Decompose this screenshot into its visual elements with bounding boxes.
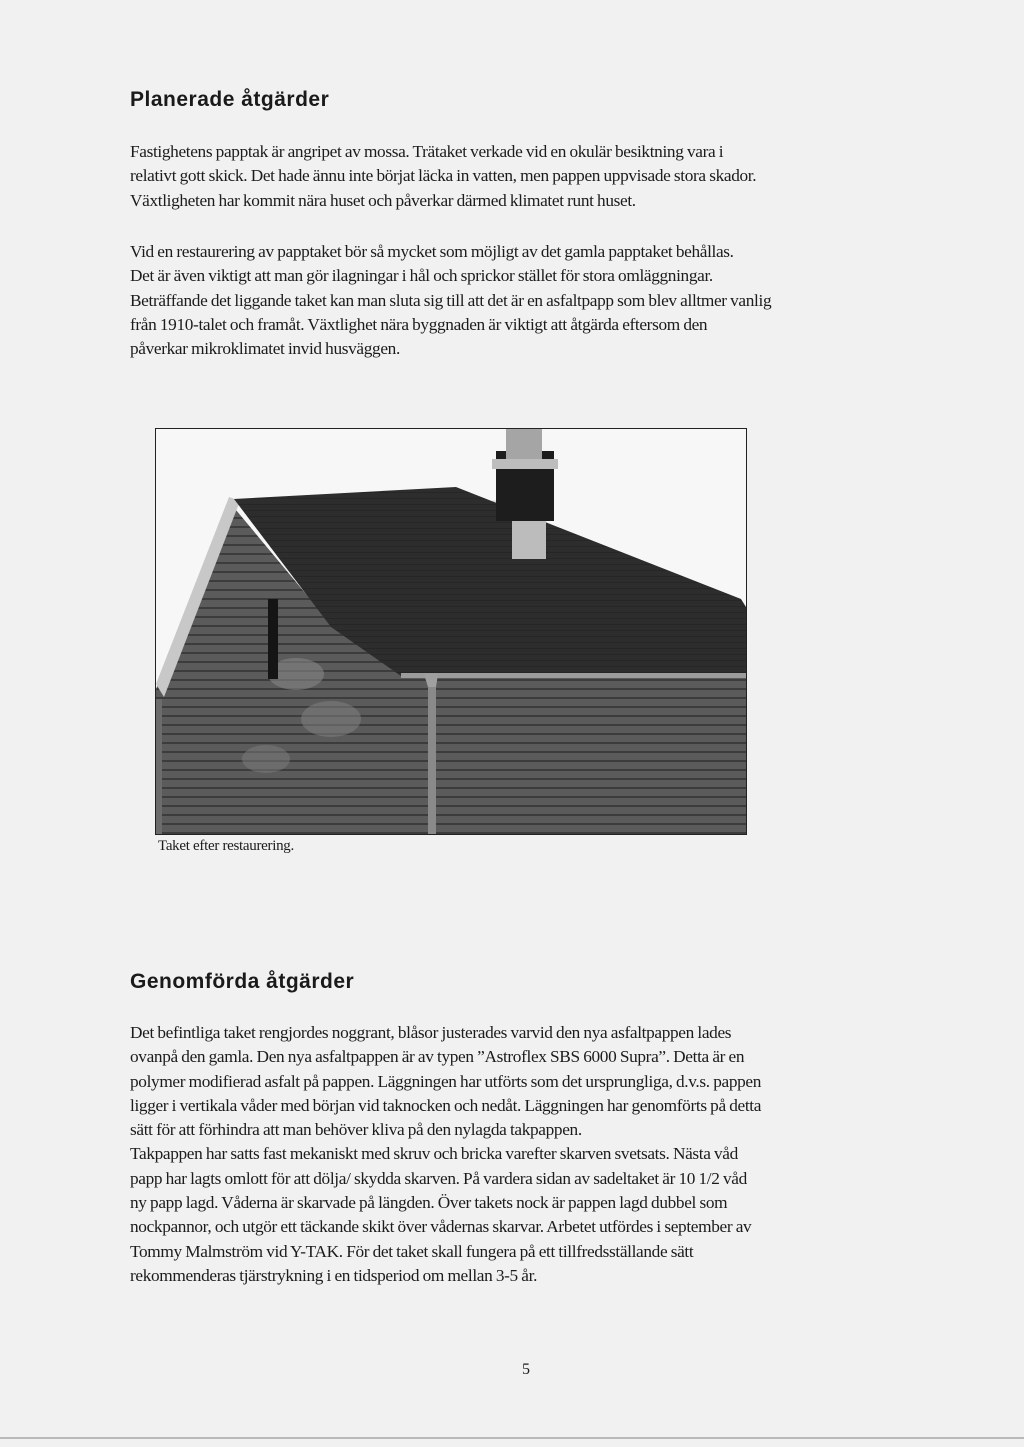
- text-line: Vid en restaurering av papptaket bör så mycket som möjligt av det gamla papptaket behållas.: [130, 242, 734, 261]
- text-line: papp har lagts omlott för att dölja/ skydda skarven. På vardera sidan av sadeltaket är 10 1/2 våd: [130, 1168, 747, 1188]
- section-heading-genomforda: Genomförda åtgärder: [130, 970, 355, 993]
- paragraph-planerade-2: [130, 240, 771, 361]
- wall-right: [401, 659, 746, 834]
- text-line: nockpannor, och utgör ett täckande skikt över vådernas skarvar. Arbetet utfördes i september av: [130, 1217, 752, 1237]
- roof-photo-illustration: [156, 429, 746, 834]
- text-line: Tommy Malmström vid Y-TAK. För det taket skall fungera på ett tillfredsställande sätt: [130, 1241, 694, 1261]
- text-line: Växtligheten har kommit nära huset och påverkar därmed klimatet runt huset.: [130, 190, 636, 210]
- eave: [401, 673, 746, 678]
- section-heading-planerade: Planerade åtgärder: [130, 88, 330, 111]
- text-line: ovanpå den gamla. Den nya asfaltpappen är av typen ”Astroflex SBS 6000 Supra”. Detta är en: [130, 1047, 745, 1067]
- chimney-cap: [492, 459, 558, 469]
- text-line: Takpappen har satts fast mekaniskt med skruv och bricka varefter skarven svetsats. Nästa våd: [130, 1144, 738, 1164]
- roof-photo: [155, 428, 747, 835]
- text-line: Beträffande det liggande taket kan man sluta sig till att det är en asfaltpapp som blev alltmer vanlig: [130, 290, 772, 310]
- text-line: sätt för att förhindra att man behöver kliva på den nylagda takpappen.: [130, 1120, 582, 1140]
- paragraph-genomforda: [130, 1021, 761, 1288]
- text-line: relativt gott skick. Det hade ännu inte börjat läcka in vatten, men pappen uppvisade stora skador.: [130, 166, 757, 186]
- text-line: Fastighetens papptak är angripet av mossa. Trätaket verkade vid en okulär besiktning vara i: [130, 142, 724, 161]
- text-line: från 1910-talet och framåt. Växtlighet nära byggnaden är viktigt att åtgärda eftersom den: [130, 314, 708, 334]
- page-number: 5: [522, 1361, 530, 1378]
- scan-edge-line: [0, 1437, 1024, 1439]
- text-line: ny papp lagd. Våderna är skarvade på längden. Över takets nock är pappen lagd dubbel som: [130, 1193, 728, 1213]
- text-line: Det är även viktigt att man gör ilagningar i hål och sprickor stället för stora omläggningar.: [130, 266, 713, 286]
- text-line: ligger i vertikala våder med början vid taknocken och nedåt. Läggningen har genomförts på detta: [130, 1095, 762, 1115]
- text-line: påverkar mikroklimatet invid husväggen.: [130, 339, 400, 359]
- text-line: polymer modifierad asfalt på pappen. Läggningen har utförts som det ursprungliga, d.v.s. pappen: [130, 1071, 762, 1091]
- paragraph-planerade-1: [130, 140, 756, 213]
- text-line: rekommenderas tjärstrykning i en tidsperiod om mellan 3-5 år.: [130, 1265, 538, 1285]
- downpipe: [428, 678, 436, 834]
- chimney-top: [506, 429, 542, 459]
- photo-caption: Taket efter restaurering.: [158, 838, 294, 854]
- chimney-flashing: [512, 521, 546, 559]
- gable-window: [268, 599, 278, 679]
- text-line: Det befintliga taket rengjordes noggrant, blåsor justerades varvid den nya asfaltpappen lades: [130, 1023, 732, 1042]
